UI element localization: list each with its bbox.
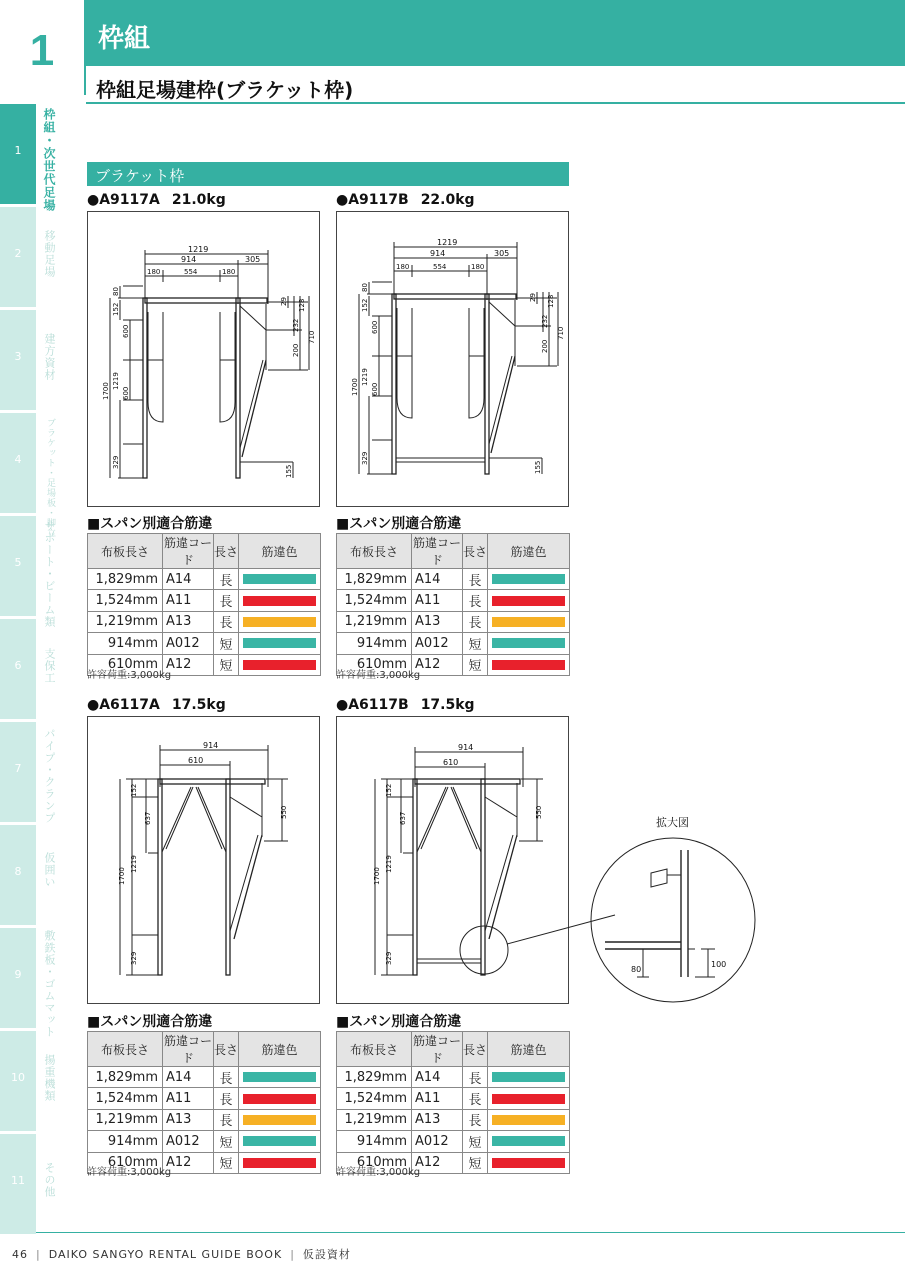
dim-label: 232 (292, 318, 300, 332)
dim-label: 152 (112, 302, 120, 316)
color-swatch (492, 1094, 565, 1104)
zoom-source-circle (460, 926, 508, 974)
dim-label: 914 (203, 741, 219, 750)
col-header: 筋違色 (488, 534, 570, 569)
footer-divider (36, 1232, 905, 1233)
dim-label: 914 (458, 743, 474, 752)
title-underline (86, 102, 905, 104)
col-header: 布板長さ (88, 534, 163, 569)
dim-label: 329 (112, 455, 120, 469)
dim-label: 1219 (385, 855, 393, 873)
dim-label: 914 (181, 255, 197, 264)
load-note: 許容荷重:3,000kg (336, 1167, 421, 1178)
dim-label: 155 (285, 464, 293, 478)
sidebar-label-11[interactable]: その他 (43, 1162, 56, 1198)
chapter-number: 1 (29, 26, 55, 75)
sidebar-label-9[interactable]: 敷鉄板・ゴムマット (43, 930, 56, 1038)
dim-label: 329 (385, 951, 393, 965)
dim-label: 1219 (188, 245, 209, 254)
dim-label: 1700 (373, 867, 381, 885)
table-row: 1,524mm A11 長 (337, 590, 570, 611)
color-swatch (243, 660, 316, 670)
sidebar-item-4[interactable]: 4 (0, 413, 36, 513)
dim-label: 1700 (351, 378, 359, 396)
footer: 46 | DAIKO SANGYO RENTAL GUIDE BOOK | 仮設資材 (12, 1248, 351, 1261)
span-table-title: ■スパン別適合筋違 (87, 516, 213, 532)
color-swatch (492, 1115, 565, 1125)
table-row: 1,524mm A11 長 (88, 590, 321, 611)
color-swatch (492, 1158, 565, 1168)
page-number: 46 (12, 1248, 28, 1261)
dim-label: 152 (130, 783, 138, 797)
product-title-a6117a: ●A6117A 17.5kg (87, 697, 226, 713)
sidebar-label-2[interactable]: 移動足場 (43, 230, 56, 278)
table-row: 1,524mm A11 長 (88, 1088, 321, 1109)
color-swatch (492, 596, 565, 606)
dim-label: 180 (147, 268, 161, 276)
col-header: 筋違色 (239, 1032, 321, 1067)
sidebar-item-1[interactable]: 1 (0, 104, 36, 204)
col-header: 布板長さ (88, 1032, 163, 1067)
col-header: 長さ (214, 534, 239, 569)
table-row: 1,829mm A14 長 (337, 1067, 570, 1088)
sidebar-label-5[interactable]: サポート・ビーム類 (43, 520, 56, 628)
dim-label: 80 (361, 283, 369, 292)
col-header: 筋違コード (163, 534, 214, 569)
sidebar-item-8[interactable]: 8 (0, 825, 36, 925)
color-swatch (243, 1115, 316, 1125)
sidebar-item-11[interactable]: 11 (0, 1134, 36, 1234)
zoom-circle (591, 838, 755, 1002)
color-swatch (492, 617, 565, 627)
dim-label: 152 (385, 783, 393, 797)
table-row: 1,219mm A13 長 (88, 611, 321, 632)
col-header: 長さ (463, 534, 488, 569)
dim-label: 305 (494, 249, 510, 258)
dim-label: 1219 (112, 372, 120, 390)
dim-label: 600 (122, 324, 130, 338)
color-swatch (243, 1094, 316, 1104)
span-table-a9117a (87, 533, 321, 676)
table-row: 610mm A12 短 (337, 1152, 570, 1173)
diagram-a9117b (336, 211, 569, 507)
table-row: 1,829mm A14 長 (88, 569, 321, 590)
dim-label: 1219 (437, 238, 458, 247)
dim-label: 329 (130, 951, 138, 965)
color-swatch (492, 1072, 565, 1082)
color-swatch (492, 638, 565, 648)
color-swatch (243, 638, 316, 648)
sidebar-label-8[interactable]: 仮囲い (43, 852, 56, 888)
zoom-label: 拡大図 (656, 816, 689, 829)
product-title-a9117b: ●A9117B 22.0kg (336, 192, 475, 208)
color-swatch (243, 1072, 316, 1082)
table-row: 610mm A12 短 (88, 1152, 321, 1173)
table-row: 914mm A012 短 (88, 1131, 321, 1152)
color-swatch (243, 1136, 316, 1146)
book-title: DAIKO SANGYO RENTAL GUIDE BOOK (48, 1248, 283, 1261)
zoom-dim-label: 80 (631, 965, 642, 974)
span-table-a6117b (336, 1031, 570, 1174)
col-header: 長さ (463, 1032, 488, 1067)
dim-label: 554 (184, 268, 198, 276)
color-swatch (492, 574, 565, 584)
load-note: 許容荷重:3,000kg (336, 670, 421, 681)
dim-label: 29 (529, 293, 537, 302)
header-band (86, 0, 905, 66)
load-note: 許容荷重:3,000kg (87, 1167, 172, 1178)
dim-label: 128 (298, 298, 306, 312)
sidebar-label-3[interactable]: 建方資材 (43, 333, 56, 381)
span-table-a6117a (87, 1031, 321, 1174)
col-header: 筋違コード (412, 534, 463, 569)
zoom-detail (455, 825, 765, 1005)
col-header: 筋違コード (163, 1032, 214, 1067)
dim-label: 710 (308, 330, 316, 344)
span-table-a9117b (336, 533, 570, 676)
dim-label: 128 (547, 294, 555, 308)
dim-label: 610 (188, 756, 204, 765)
sidebar-item-9[interactable]: 9 (0, 928, 36, 1028)
span-table-title: ■スパン別適合筋違 (87, 1014, 213, 1030)
table-row: 914mm A012 短 (337, 633, 570, 654)
col-header: 筋違コード (412, 1032, 463, 1067)
color-swatch (492, 1136, 565, 1146)
table-row: 1,219mm A13 長 (337, 1109, 570, 1130)
sidebar-item-2[interactable]: 2 (0, 207, 36, 307)
dim-label: 180 (396, 263, 410, 271)
diagram-a6117a (87, 716, 320, 1004)
dim-label: 1219 (361, 368, 369, 386)
dim-label: 200 (541, 339, 549, 353)
sidebar-label-1[interactable]: 枠組・次世代足場 (42, 108, 56, 212)
diagram-a9117a (87, 211, 320, 507)
sidebar-label-4[interactable]: ブラケット・足場板・脚立 (45, 418, 55, 538)
color-swatch (243, 596, 316, 606)
zoom-leader-line (507, 915, 615, 944)
dim-label: 710 (557, 326, 565, 340)
col-header: 筋違色 (239, 534, 321, 569)
dim-label: 152 (361, 298, 369, 312)
dim-label: 232 (541, 314, 549, 328)
dim-label: 29 (280, 297, 288, 306)
section-bar: ブラケット枠 (87, 162, 569, 186)
dim-label: 637 (144, 811, 152, 825)
dim-label: 180 (222, 268, 236, 276)
page-title: 枠組足場建枠(ブラケット枠) (96, 78, 354, 102)
sidebar-item-3[interactable]: 3 (0, 310, 36, 410)
table-row: 610mm A12 短 (88, 654, 321, 675)
dim-label: 600 (371, 382, 379, 396)
dim-label: 180 (471, 263, 485, 271)
color-swatch (492, 660, 565, 670)
zoom-dim-label: 100 (711, 960, 727, 969)
color-swatch (243, 574, 316, 584)
span-table-title: ■スパン別適合筋違 (336, 516, 462, 532)
table-row: 610mm A12 短 (337, 654, 570, 675)
product-title-a9117a: ●A9117A 21.0kg (87, 192, 226, 208)
dim-label: 600 (122, 386, 130, 400)
dim-label: 554 (433, 263, 447, 271)
product-title-a6117b: ●A6117B 17.5kg (336, 697, 475, 713)
chapter-sidebar (0, 104, 36, 1232)
color-swatch (243, 617, 316, 627)
sidebar-item-6[interactable]: 6 (0, 619, 36, 719)
dim-label: 155 (534, 460, 542, 474)
table-row: 1,829mm A14 長 (337, 569, 570, 590)
dim-label: 329 (361, 451, 369, 465)
table-row: 1,524mm A11 長 (337, 1088, 570, 1109)
section-title: 枠組 (98, 24, 151, 54)
sidebar-label-7[interactable]: パイプ・クランプ (43, 728, 56, 824)
dim-label: 1700 (102, 382, 110, 400)
dim-label: 550 (535, 805, 543, 819)
table-row: 914mm A012 短 (88, 633, 321, 654)
table-row: 1,219mm A13 長 (88, 1109, 321, 1130)
color-swatch (243, 1158, 316, 1168)
col-header: 布板長さ (337, 534, 412, 569)
dim-label: 80 (112, 287, 120, 296)
dim-label: 914 (430, 249, 446, 258)
sidebar-item-5[interactable]: 5 (0, 516, 36, 616)
sidebar-item-10[interactable]: 10 (0, 1031, 36, 1131)
dim-label: 200 (292, 343, 300, 357)
table-row: 1,829mm A14 長 (88, 1067, 321, 1088)
sidebar-label-6[interactable]: 支保工 (43, 648, 56, 684)
col-header: 長さ (214, 1032, 239, 1067)
dim-label: 550 (280, 805, 288, 819)
dim-label: 1219 (130, 855, 138, 873)
dim-label: 610 (443, 758, 459, 767)
table-row: 1,219mm A13 長 (337, 611, 570, 632)
dim-label: 600 (371, 320, 379, 334)
dim-label: 305 (245, 255, 261, 264)
sidebar-item-7[interactable]: 7 (0, 722, 36, 822)
dim-label: 1700 (118, 867, 126, 885)
sidebar-label-10[interactable]: 揚重機類 (43, 1054, 56, 1102)
span-table-title: ■スパン別適合筋違 (336, 1014, 462, 1030)
col-header: 布板長さ (337, 1032, 412, 1067)
load-note: 許容荷重:3,000kg (87, 670, 172, 681)
col-header: 筋違色 (488, 1032, 570, 1067)
dim-label: 637 (399, 811, 407, 825)
table-row: 914mm A012 短 (337, 1131, 570, 1152)
footer-category: 仮設資材 (302, 1248, 351, 1261)
